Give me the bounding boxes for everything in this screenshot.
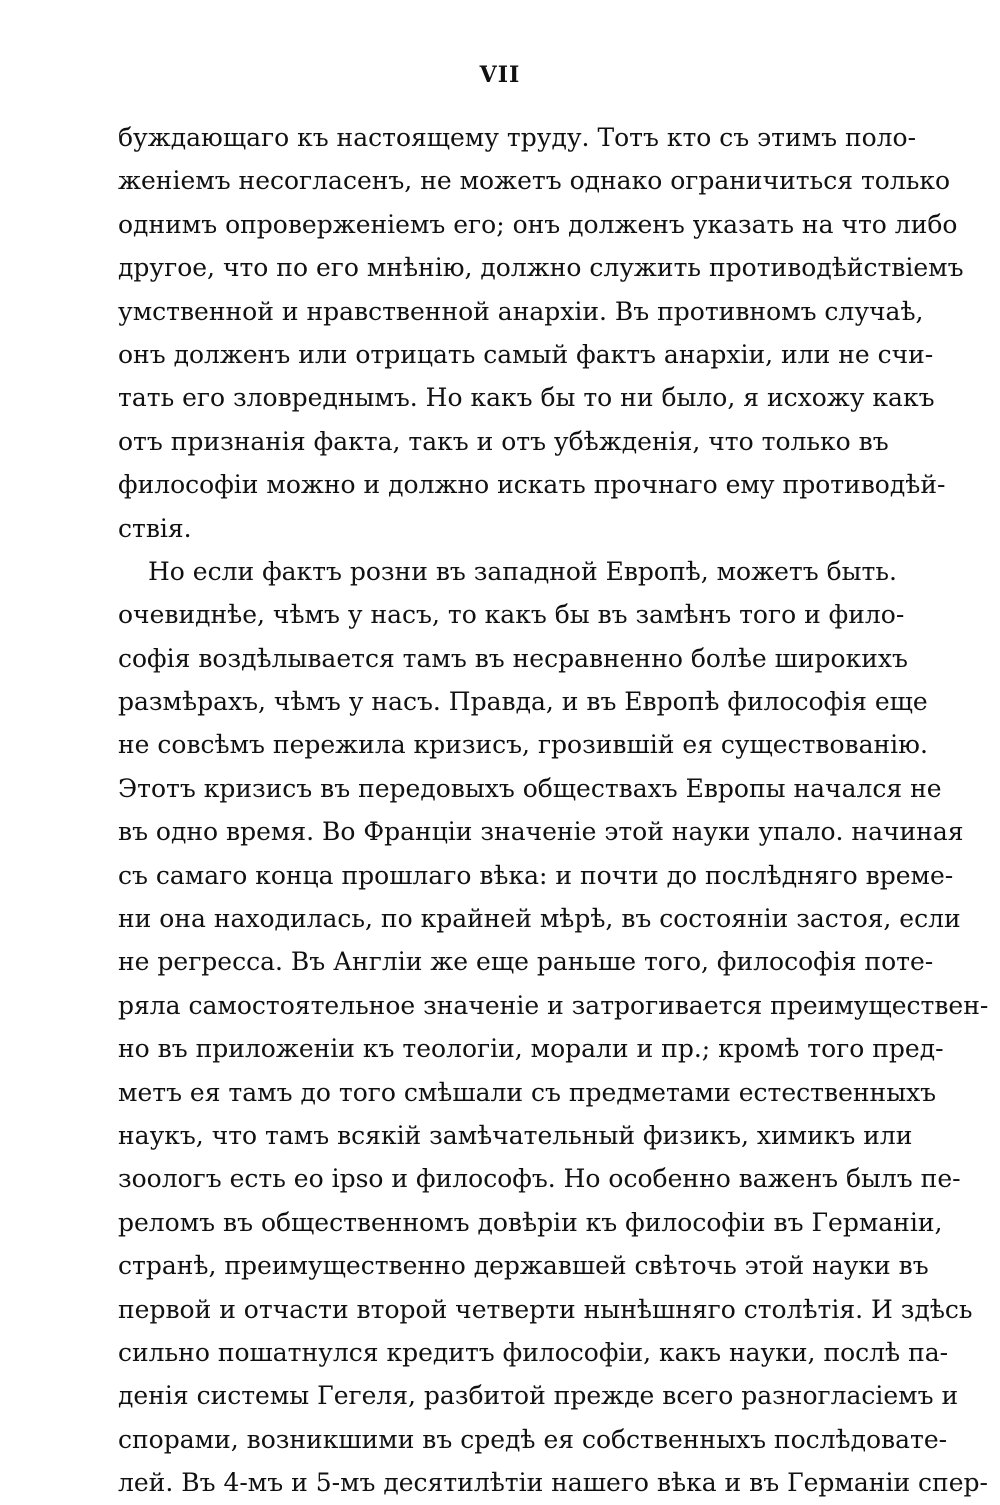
text-line: не регресса. Въ Англіи же еще раньше того, философія поте- <box>118 947 934 977</box>
text-line: зоологъ есть eo ipso и философъ. Но особенно важенъ былъ пе- <box>118 1164 961 1194</box>
text-line: Но если фактъ розни въ западной Европѣ, можетъ быть. <box>148 556 897 586</box>
text-line: метъ ея тамъ до того смѣшали съ предметами естественныхъ <box>118 1077 937 1107</box>
text-line: отъ признанія факта, такъ и отъ убѣжденія, что только въ <box>118 426 889 456</box>
text-line: очевиднѣе, чѣмъ у насъ, то какъ бы въ замѣнъ того и фило- <box>118 600 905 630</box>
text-line: не совсѣмъ пережила кризисъ, грозившій ея существованію. <box>118 730 928 760</box>
text-line: женіемъ несогласенъ, не можетъ однако ограничиться только <box>118 166 950 196</box>
text-line: философіи можно и должно искать прочнаго ему противодѣй- <box>118 470 946 500</box>
page-number: VII <box>479 62 521 88</box>
text-line: тать его зловреднымъ. Но какъ бы то ни было, я исхожу какъ <box>118 383 935 413</box>
text-line: Этотъ кризисъ въ передовыхъ обществахъ Европы начался не <box>118 773 942 803</box>
paragraph-1 <box>118 116 964 550</box>
text-line: однимъ опроверженіемъ его; онъ долженъ указать на что либо <box>118 209 958 239</box>
text-line: первой и отчасти второй четверти нынѣшняго столѣтія. И здѣсь <box>118 1294 973 1324</box>
text-line: но въ приложеніи къ теологіи, морали и пр.; кромѣ того пред- <box>118 1034 944 1064</box>
text-line: софія воздѣлывается тамъ въ несравненно болѣе широкихъ <box>118 643 908 673</box>
text-line: наукъ, что тамъ всякій замѣчательный физикъ, химикъ или <box>118 1120 913 1150</box>
text-line: онъ долженъ или отрицать самый фактъ анархіи, или не счи- <box>118 339 934 369</box>
text-line: ряла самостоятельное значеніе и затрогивается преимуществен- <box>118 990 989 1020</box>
text-line: денія системы Гегеля, разбитой прежде всего разногласіемъ и <box>118 1381 959 1411</box>
text-line: умственной и нравственной анархіи. Въ противномъ случаѣ, <box>118 296 924 326</box>
text-line: съ самаго конца прошлаго вѣка: и почти до послѣдняго време- <box>118 860 954 890</box>
text-line: лей. Въ 4-мъ и 5-мъ десятилѣтіи нашего вѣка и въ Германіи спер- <box>118 1468 988 1498</box>
text-line: буждающаго къ настоящему труду. Тотъ кто съ этимъ поло- <box>118 123 917 152</box>
text-line: ствія. <box>118 513 192 543</box>
text-line: спорами, возникшими въ средѣ ея собственныхъ послѣдовате- <box>118 1424 948 1454</box>
text-line: сильно пошатнулся кредитъ философіи, какъ науки, послѣ па- <box>118 1337 949 1367</box>
body-text <box>118 116 989 1505</box>
text-line: странѣ, преимущественно державшей свѣточь этой науки въ <box>118 1251 929 1281</box>
text-line: размѣрахъ, чѣмъ у насъ. Правда, и въ Европѣ философія еще <box>118 687 928 717</box>
text-line: въ одно время. Во Франціи значеніе этой науки упало. начиная <box>118 817 964 847</box>
text-line: ни она находилась, по крайней мѣрѣ, въ состояніи застоя, если <box>118 904 961 934</box>
text-line: реломъ въ общественномъ довѣріи къ философіи въ Германіи, <box>118 1207 943 1237</box>
text-line: другое, что по его мнѣнію, должно служить противодѣйствіемъ <box>118 253 964 283</box>
paragraph-2 <box>118 550 989 1505</box>
